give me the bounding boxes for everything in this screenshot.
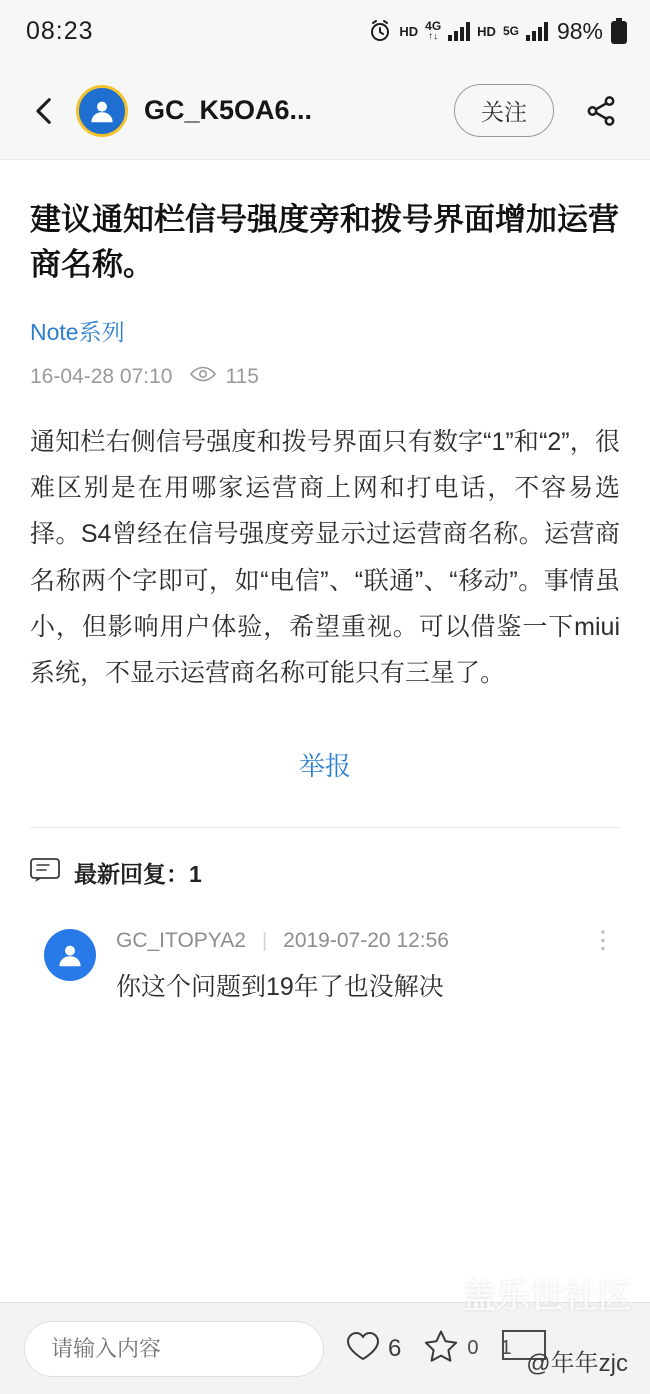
signal-bars-icon-1 [448,21,470,41]
battery-icon [610,18,628,44]
avatar[interactable] [44,929,96,981]
network-label-5g: 5G [502,24,519,38]
divider [30,827,620,828]
star-icon [423,1329,459,1368]
comment-header [116,926,620,954]
post-category-link[interactable]: Note系列 [30,318,125,345]
more-vertical-icon[interactable]: ⋮ [591,926,616,954]
share-icon[interactable] [576,86,626,136]
heart-icon [346,1330,380,1367]
replies-count-label: 最新回复：1 [74,861,202,888]
share-count: 1 [500,1337,512,1359]
like-button[interactable] [346,1330,401,1367]
follow-button[interactable]: 关注 [454,84,554,137]
post-content [0,160,650,1302]
alarm-icon [368,19,392,43]
avatar[interactable] [76,85,128,137]
view-count: 115 [225,364,259,388]
status-time: 08:23 [26,16,94,45]
favorite-button[interactable] [423,1329,478,1368]
replies-header [30,856,620,889]
eye-icon [190,365,216,388]
comment-input[interactable] [24,1321,324,1377]
watermark-handle: @年年zjc [526,1350,628,1377]
bottom-action-bar [0,1302,650,1394]
watermark-brand: 盖乐世社区 [462,1278,632,1316]
back-chevron-icon[interactable] [22,88,68,134]
comment-date: 2019-07-20 12:56 [283,929,449,953]
comment-bubble-icon [30,857,60,888]
favorite-count: 0 [467,1337,479,1359]
app-bar [0,62,650,160]
comment-main [116,926,620,1007]
network-label-4g: 4G ↑↓ [425,19,442,42]
like-count: 6 [388,1334,402,1362]
report-row [30,746,620,783]
user-name: GC_K5OA6... [144,95,313,125]
post-body: 通知栏右侧信号强度和拨号界面只有数字“1”和“2”，很难区别是在用哪家运营商上网和打电话，不容易选择。S4曾经在信号强度旁显示过运营商名称。运营商名称两个字即可，如“电信”、“联通”、“移动”。事情虽小，但影响用户体验，希望重视。可以借鉴一下miui系统，不显示运营商名称可能只有三星了。 [30,427,620,688]
share-count-button[interactable] [500,1337,511,1360]
post-date: 16-04-28 07:10 [30,364,173,388]
hd-label-1: HD [399,23,419,39]
status-icon-group [368,18,628,45]
page-title: 建议通知栏信号强度旁和拨号界面增加运营商名称。 [30,202,619,282]
post-meta [30,365,620,389]
hd-label-2: HD [477,23,496,39]
list-item[interactable] [30,926,620,1007]
view-count-group [190,365,258,389]
report-button[interactable]: 举报 [298,751,351,782]
comment-text: 你这个问题到19年了也没解决 [116,973,444,1002]
battery-percent-label: 98% [556,17,603,44]
signal-bars-icon-2 [526,21,548,41]
status-bar [0,0,650,62]
comment-user: GC_ITOPYA2 [116,929,246,953]
comment-separator: | [261,929,268,952]
